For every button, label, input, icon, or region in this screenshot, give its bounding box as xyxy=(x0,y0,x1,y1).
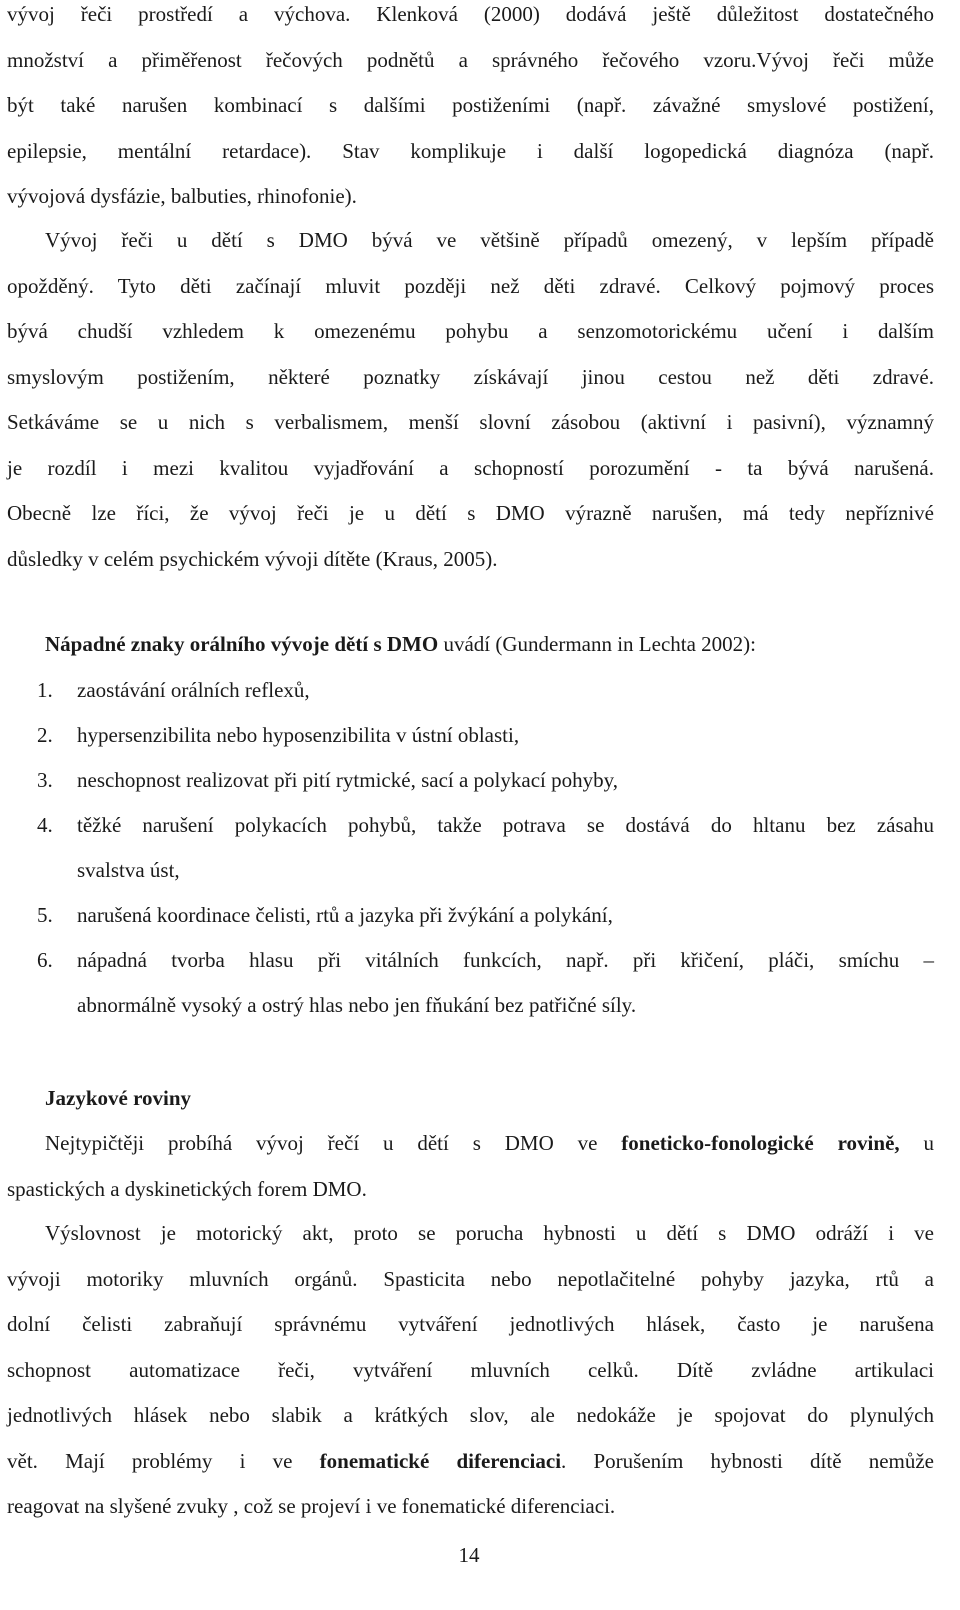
list-number: 3. xyxy=(37,768,53,792)
bold-term: fonematické diferenciaci xyxy=(319,1448,562,1473)
list-number: 4. xyxy=(37,813,53,837)
list-text: narušená koordinace čelisti, rtů a jazyka při žvýkání a polykání, xyxy=(77,903,613,927)
text-line: Vývoj řeči u dětí s DMO bývá ve většině případů omezený, v lepším případě xyxy=(45,228,934,252)
signs-heading-bold: Nápadné znaky orálního vývoje dětí s DMO xyxy=(45,632,439,656)
text-line: vývoji motoriky mluvních orgánů. Spasticita nebo nepotlačitelné pohyby jazyka, rtů a xyxy=(7,1266,934,1291)
text-line: vývojová dysfázie, balbuties, rhinofonie). xyxy=(7,184,357,208)
text-line: je rozdíl i mezi kvalitou vyjadřování a schopností porozumění - ta bývá narušená. xyxy=(7,455,934,480)
signs-heading xyxy=(7,622,934,668)
list-number: 1. xyxy=(37,678,53,702)
text-line: dolní čelisti zabraňují správnému vytváření jednotlivých hlásek, často je narušena xyxy=(7,1312,934,1336)
text-line: spastických a dyskinetických forem DMO. xyxy=(7,1176,367,1201)
bold-term: foneticko-fonologické rovině, xyxy=(621,1131,900,1155)
text-line: být také narušen kombinací s dalšími postiženími (např. závažné smyslové postižení, xyxy=(7,93,934,117)
list-text: zaostávání orálních reflexů, xyxy=(77,678,310,702)
text-line: množství a přiměřenost řečových podnětů a správného řečového vzoru.Vývoj řeči může xyxy=(7,47,934,72)
list-number: 5. xyxy=(37,903,53,927)
list-text: hypersenzibilita nebo hyposenzibilita v ústní oblasti, xyxy=(77,723,520,747)
text-line: opožděný. Tyto děti začínají mluvit později než děti zdravé. Celkový pojmový proces xyxy=(7,273,934,298)
text-line: jednotlivých hlásek nebo slabik a krátkých slov, ale nedokáže je spojovat do plynulých xyxy=(7,1403,934,1427)
section-title xyxy=(7,1076,934,1122)
text-line: bývá chudší vzhledem k omezenému pohybu a senzomotorickému učení i dalším xyxy=(7,319,934,343)
paragraph-phonetic-level xyxy=(7,1121,934,1212)
list-item xyxy=(7,713,934,758)
text-line: Setkáváme se u nich s verbalismem, menší slovní zásobou (aktivní i pasivní), významný xyxy=(7,410,934,434)
paragraph-pronunciation xyxy=(7,1211,934,1530)
list-item xyxy=(7,938,934,1028)
list-text: těžké narušení polykacích pohybů, takže potrava se dostává do hltanu bez zásahu svalstva úst, xyxy=(77,813,934,882)
list-number: 2. xyxy=(37,723,53,747)
section-title-text: Jazykové roviny xyxy=(45,1086,192,1110)
text-line: důsledky v celém psychickém vývoji dítěte (Kraus, 2005). xyxy=(7,546,498,571)
list-number: 6. xyxy=(37,948,53,972)
list-text: neschopnost realizovat při pití rytmické, sací a polykací pohyby, xyxy=(77,768,618,792)
text-line: Výslovnost je motorický akt, proto se porucha hybnosti u dětí s DMO odráží i ve xyxy=(45,1221,934,1245)
list-item xyxy=(7,758,934,803)
text-line: Obecně lze říci, že vývoj řeči je u dětí s DMO výrazně narušen, má tedy nepříznivé xyxy=(7,501,934,525)
text-line: schopnost automatizace řeči, vytváření mluvních celků. Dítě zvládne artikulaci xyxy=(7,1357,934,1382)
list-item xyxy=(7,803,934,893)
signs-heading-rest: uvádí (Gundermann in Lechta 2002): xyxy=(438,632,757,656)
list-item xyxy=(7,668,934,713)
paragraph-speech-environment xyxy=(7,0,934,220)
text-line: Nejtypičtěji probíhá vývoj řečí u dětí s DMO ve foneticko-fonologické rovině, u xyxy=(45,1131,934,1155)
list-text: nápadná tvorba hlasu při vitálních funkcích, např. při křičení, pláči, smíchu – abnormálně vysoký a ostrý hlas nebo jen fňukání bez patřičné síly. xyxy=(77,948,934,1017)
text-line: epilepsie, mentální retardace). Stav komplikuje i další logopedická diagnóza (např. xyxy=(7,138,934,163)
text-line: smyslovým postižením, některé poznatky získávají jinou cestou než děti zdravé. xyxy=(7,364,934,389)
paragraph-speech-development-dmo xyxy=(7,218,934,582)
oral-signs-list xyxy=(7,668,934,1028)
text-line: vět. Mají problémy i ve fonematické diferenciaci. Porušením hybnosti dítě nemůže xyxy=(7,1448,934,1473)
page-number: 14 xyxy=(458,1543,480,1567)
text-line: vývoj řeči prostředí a výchova. Klenková (2000) dodává ještě důležitost dostatečného xyxy=(7,2,934,26)
text-line: reagovat na slyšené zvuky , což se projeví i ve fonematické diferenciaci. xyxy=(7,1494,616,1518)
list-item xyxy=(7,893,934,938)
